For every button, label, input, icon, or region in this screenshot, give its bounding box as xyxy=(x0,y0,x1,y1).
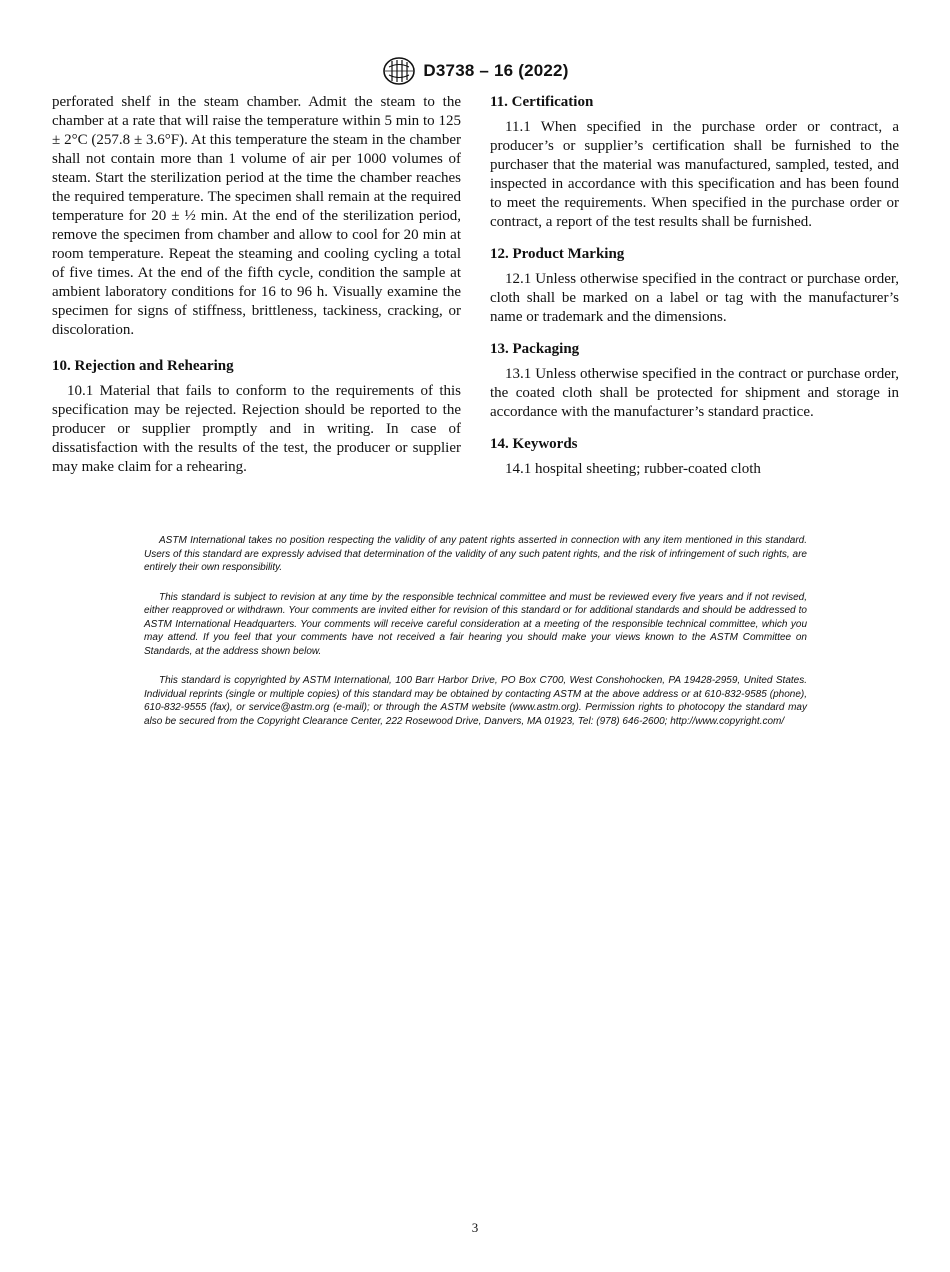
right-column xyxy=(490,93,899,479)
section-13-1-paragraph: 13.1 Unless otherwise specified in the contract or purchase order, the coated cloth shall be protected for shipment and storage in accordance with the manufacturer’s standard practice. xyxy=(490,366,899,420)
section-14-heading: 14. Keywords xyxy=(490,436,578,452)
page-header xyxy=(0,56,950,91)
continued-paragraph: perforated shelf in the steam chamber. Admit the steam to the chamber at a rate that will raise the temperature within 5 min to 125 ± 2°C (257.8 ± 3.6°F). At this temperature the steam in the chamber shall not contain more than 1 volume of air per 1000 volumes of steam. Start the sterilization period at the time the chamber reaches the required temperature. The specimen shall remain at the required temperature for 20 ± ½ min. At the end of the sterilization period, remove the specimen from chamber and allow to cool for 20 min at room temperature. Repeat the steaming and cooling cycling a total of five times. At the end of the fifth cycle, condition the sample at ambient laboratory conditions for 16 to 96 h. Visually examine the specimen for signs of stiffness, brittleness, tackiness, cracking, or discoloration. xyxy=(52,94,461,338)
revision-note: This standard is subject to revision at any time by the responsible technical committee and must be reviewed every five years and if not revised, either reapproved or withdrawn. Your comments are invited either for revision of this standard or for additional standards and should be addressed to ASTM International Headquarters. Your comments will receive careful consideration at a meeting of the responsible technical committee, which you may attend. If you feel that your comments have not received a fair hearing you should make your views known to the ASTM Committee on Standards, at the address shown below. xyxy=(144,591,807,657)
astm-logo-icon xyxy=(381,56,417,86)
section-13-heading: 13. Packaging xyxy=(490,341,580,357)
section-12-heading: 12. Product Marking xyxy=(490,246,625,262)
left-column xyxy=(52,93,461,477)
section-10-heading: 10. Rejection and Rehearing xyxy=(52,358,234,374)
patent-note: ASTM International takes no position respecting the validity of any patent rights asserted in connection with any item mentioned in this standard. Users of this standard are expressly advised that determination of the validity of any such patent rights, and the risk of infringement of such rights, are entirely their own responsibility. xyxy=(144,535,807,573)
document-designation: D3738 – 16 (2022) xyxy=(423,61,569,80)
footer-notes xyxy=(144,534,807,744)
section-10-1-paragraph: 10.1 Material that fails to conform to the requirements of this specification may be rejected. Rejection should be reported to the producer or supplier promptly and in writing. In case of dissatisfaction with the results of the test, the producer or supplier may make claim for a rehearing. xyxy=(52,383,461,475)
copyright-note: This standard is copyrighted by ASTM International, 100 Barr Harbor Drive, PO Box C700, West Conshohocken, PA 19428-2959, United States. Individual reprints (single or multiple copies) of this standard may be obtained by contacting ASTM at the above address or at 610-832-9585 (phone), 610-832-9555 (fax), or service@astm.org (e-mail); or through the ASTM website (www.astm.org). Permission rights to photocopy the standard may also be secured from the Copyright Clearance Center, 222 Rosewood Drive, Danvers, MA 01923, Tel: (978) 646-2600; http://www.copyright.com/ xyxy=(144,675,807,727)
section-14-1-paragraph: 14.1 hospital sheeting; rubber-coated cloth xyxy=(505,461,761,477)
section-12-1-paragraph: 12.1 Unless otherwise specified in the contract or purchase order, cloth shall be marked on a label or tag with the manufacturer’s name or trademark and the dimensions. xyxy=(490,271,899,325)
section-11-1-paragraph: 11.1 When specified in the purchase order or contract, a producer’s or supplier’s certification shall be furnished to the purchaser that the material was manufactured, sampled, tested, and inspected in accordance with this specification and has been found to meet the requirements. When specified in the purchase order or contract, a report of the test results shall be furnished. xyxy=(490,119,899,230)
section-11-heading: 11. Certification xyxy=(490,94,594,110)
page-number: 3 xyxy=(471,1220,479,1235)
